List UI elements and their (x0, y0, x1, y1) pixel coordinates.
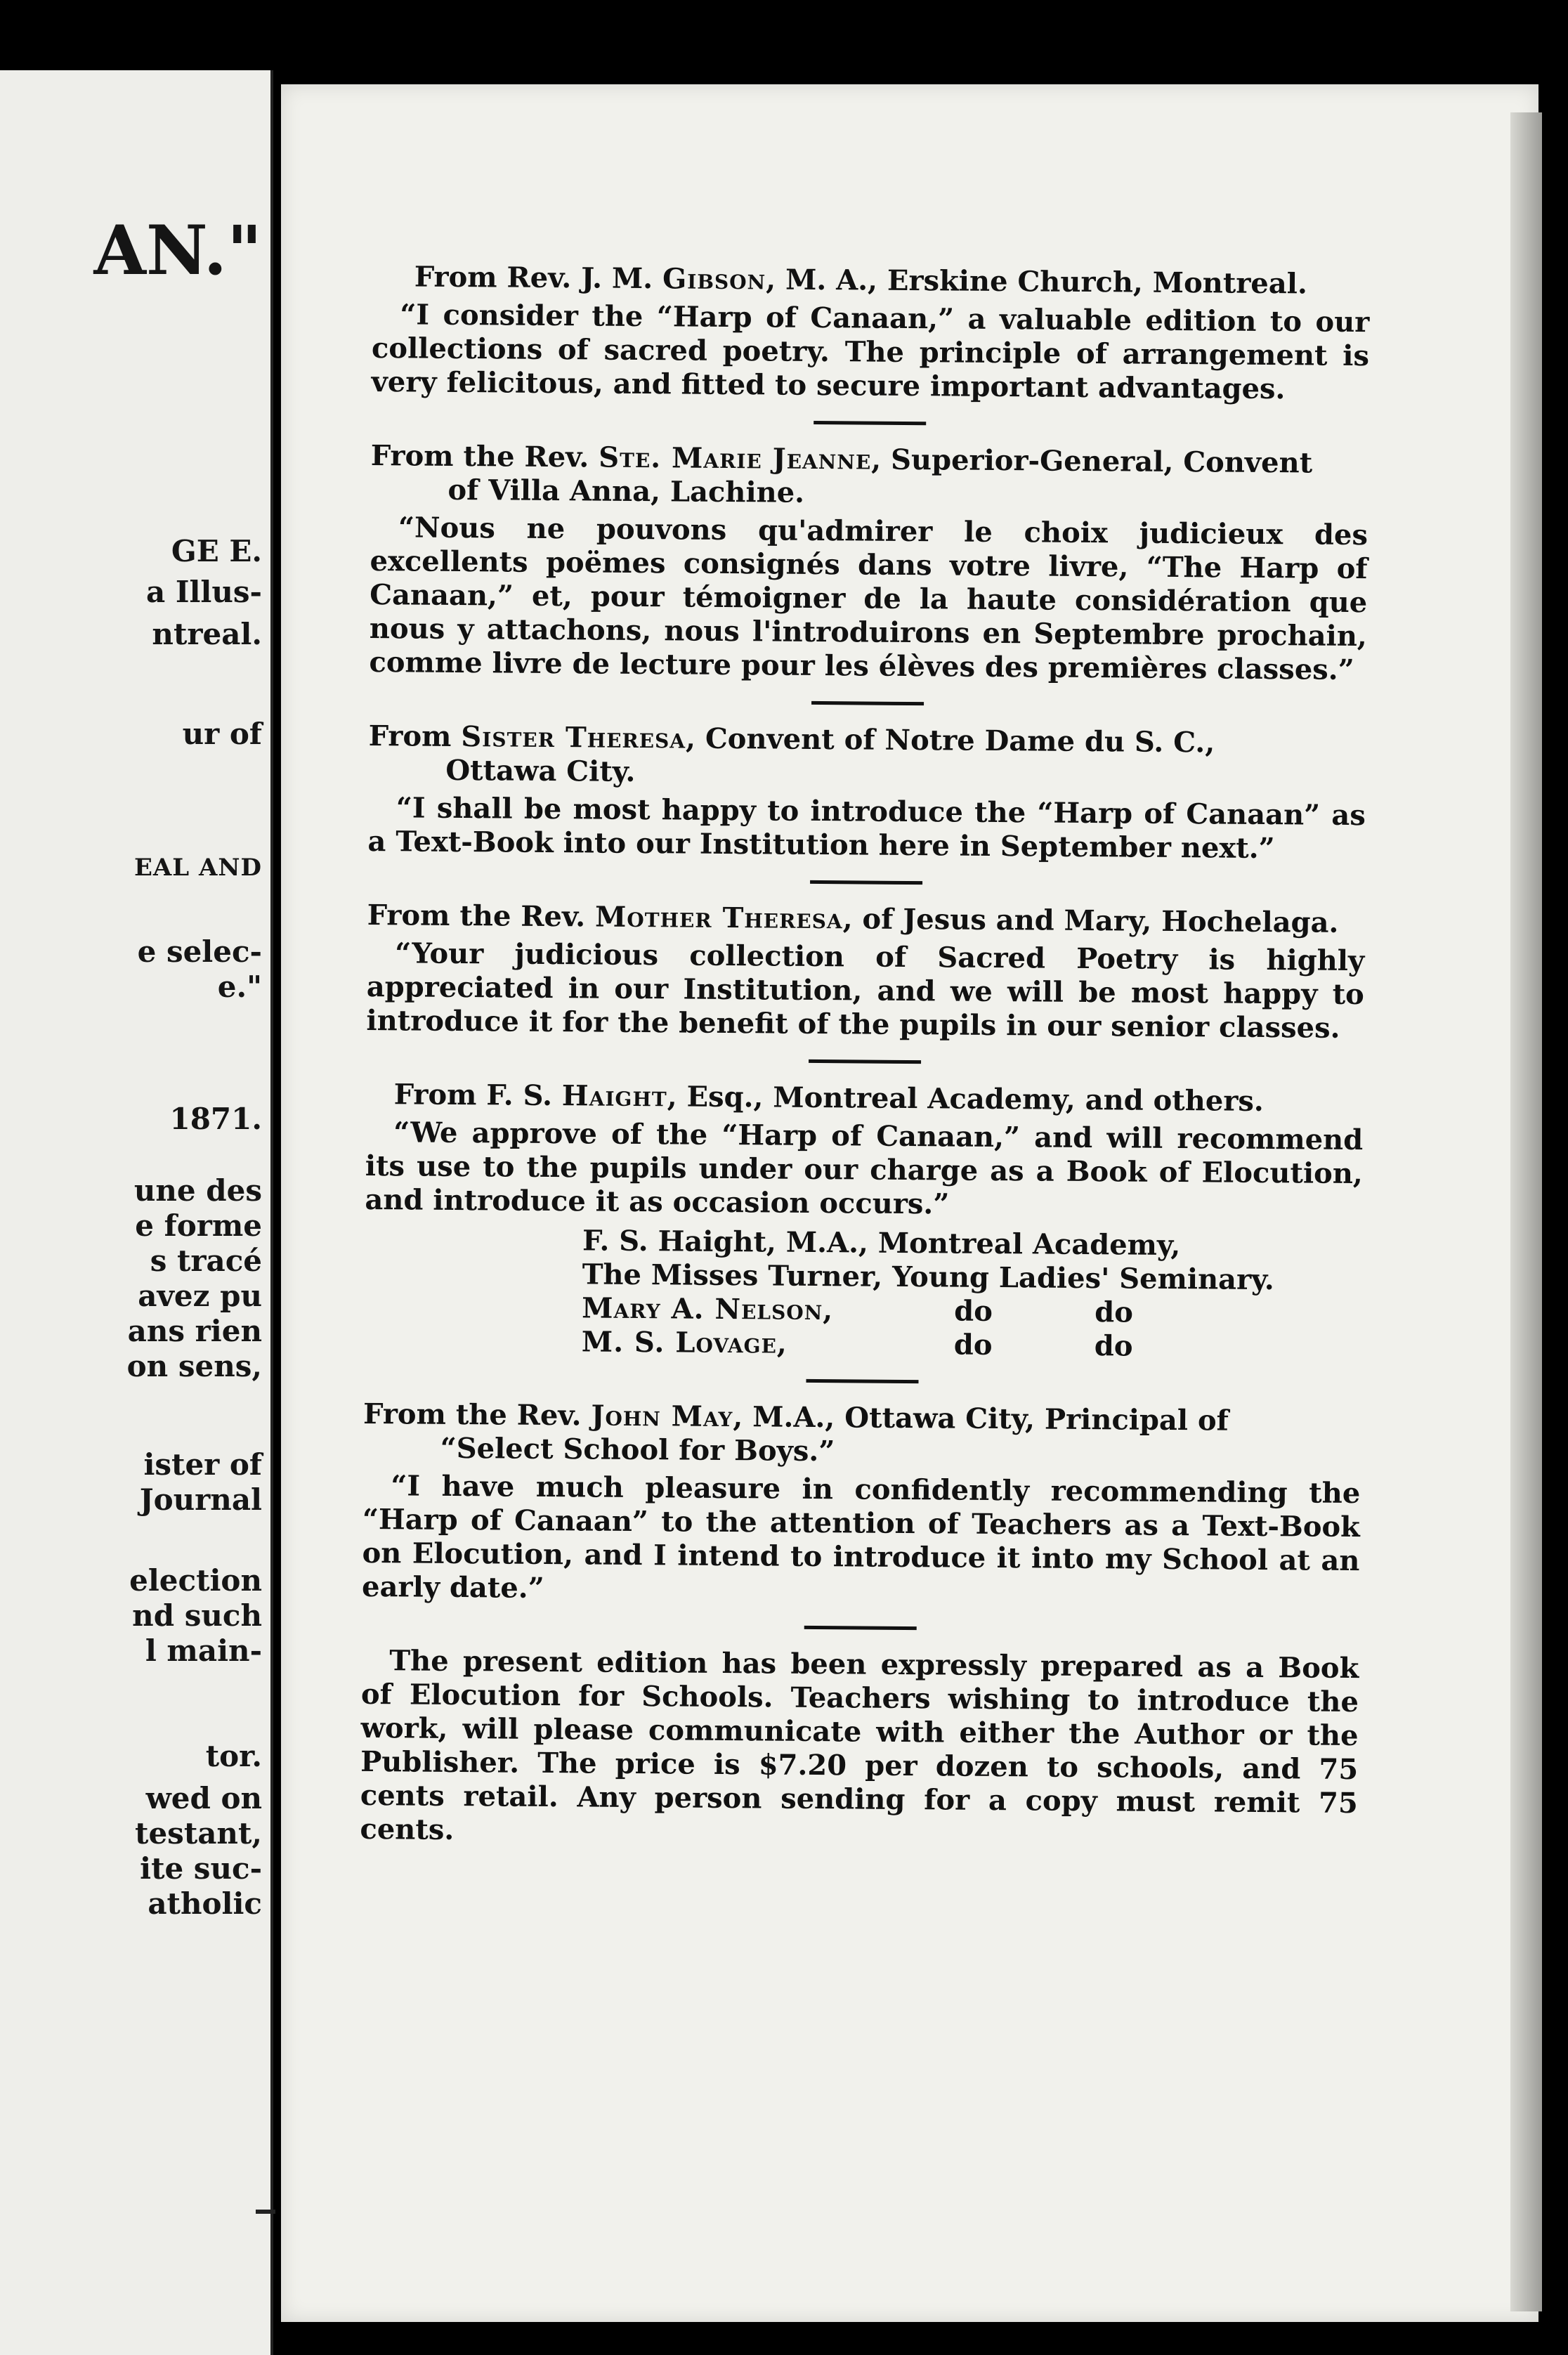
margin-mark (256, 2210, 275, 2214)
left-page-text-fragment: e selec- (137, 934, 262, 969)
left-page-text-fragment: ntreal. (152, 617, 262, 651)
signer: F. S. Haight, M.A., Montreal Academy, (582, 1224, 1181, 1263)
left-page-text-fragment: 1871. (169, 1102, 262, 1136)
left-page-text-fragment: EAL AND (134, 854, 262, 882)
page-edge (1510, 112, 1542, 2311)
testimonials (360, 260, 1370, 1854)
testimonial-gibson (371, 260, 1370, 407)
left-page-text-fragment: GE E. (171, 534, 262, 568)
testimonial-mother-theresa (366, 899, 1365, 1045)
left-page-text-fragment: ur of (182, 717, 262, 751)
signer: M. S. Lovage, do do (581, 1325, 1133, 1363)
testimonial-quote: “I have much pleasure in confidently recommending the “Harp of Canaan” to the attention of Teachers as a Text-Book on Elocution, and I intend to introduce it into my School at an early date.” (361, 1469, 1361, 1605)
testimonial-source: From the Rev. John May, M.A., Ottawa City, Principal of “Select School for Boys.” (362, 1397, 1229, 1468)
left-page-text-fragment: on sens, (126, 1349, 262, 1383)
signer: Mary A. Nelson, do do (582, 1291, 1134, 1329)
testimonial-quote: “Nous ne pouvons qu'admirer le choix judicieux des excellents poëmes consignés dans votre livre, “The Harp of Canaan,” et, pour témoigner de la haute considération que nous y attachons, nous l'introduirons en Septembre prochain, comme livre de lecture pour les élèves des premières classes.” (369, 511, 1368, 686)
left-page-text-fragment: e forme (135, 1208, 262, 1243)
left-page-text-fragment: election (129, 1563, 262, 1598)
left-page-text-fragment: AN." (93, 211, 262, 290)
left-page-text-fragment: Journal (139, 1482, 262, 1517)
left-page-text-fragment: testant, (135, 1816, 262, 1851)
left-page-text-fragment: l main- (145, 1633, 262, 1668)
divider-rule (806, 1379, 918, 1383)
left-page-text-fragment: wed on (145, 1781, 262, 1815)
testimonial-quote: “We approve of the “Harp of Canaan,” and will recommend its use to the pupils under our charge as a Book of Elocution, and introduce it as occasion occurs.” (365, 1116, 1364, 1221)
testimonial-marie-jeanne (369, 439, 1368, 687)
divider-rule (811, 701, 924, 705)
divider-rule (814, 421, 926, 425)
testimonial-source: From Sister Theresa, Convent of Notre Dame du S. C., Ottawa City. (368, 719, 1215, 788)
left-page-text-fragment: ister of (143, 1447, 262, 1482)
right-page (281, 84, 1538, 2322)
testimonial-quote: “I consider the “Harp of Canaan,” a valuable edition to our collections of sacred poetry. The principle of arrangement is very felicitous, and fitted to secure important advantages. (371, 298, 1370, 406)
left-page-text-fragment: s tracé (150, 1244, 262, 1278)
signatories (582, 1224, 1285, 1364)
left-page-text-fragment: ite suc- (140, 1851, 262, 1886)
signer: The Misses Turner, Young Ladies' Seminary. (582, 1258, 1274, 1297)
left-page-text-fragment: e." (217, 970, 262, 1004)
left-page-text-fragment: atholic (148, 1886, 262, 1921)
left-page-text-fragment: tor. (205, 1739, 262, 1773)
left-page-text-fragment: nd such (132, 1598, 262, 1633)
left-page-fragment (0, 70, 273, 2355)
testimonial-john-may (362, 1397, 1361, 1612)
testimonial-source: From the Rev. Mother Theresa, of Jesus and Mary, Hochelaga. (367, 898, 1339, 939)
divider-rule (809, 1059, 921, 1064)
edition-notice: The present edition has been expressly prepared as a Book of Elocution for Schools. Teachers wishing to introduce the work, will please communicate with either the Author or the Publisher. The price is $7.20 per dozen to schools, and 75 cents retail. Any person sending for a copy must remit 75 cents. (360, 1644, 1359, 1846)
divider-rule (804, 1626, 917, 1630)
testimonial-quote: “I shall be most happy to introduce the “Harp of Canaan” as a Text-Book into our Institution here in September next.” (367, 791, 1366, 866)
left-page-text-fragment: ans rien (127, 1314, 262, 1348)
left-page-text-fragment: a Illus- (145, 575, 262, 609)
testimonial-source: From Rev. J. M. Gibson, M. A., Erskine Church, Montreal. (414, 260, 1308, 301)
testimonial-source: From F. S. Haight, Esq., Montreal Academy, and others. (393, 1078, 1265, 1118)
testimonial-haight (364, 1078, 1364, 1365)
divider-rule (810, 880, 922, 885)
testimonial-sister-theresa (367, 719, 1366, 866)
left-page-text-fragment: une des (133, 1173, 262, 1208)
testimonial-source: From the Rev. Ste. Marie Jeanne, Superior-General, Convent of Villa Anna, Lachine. (370, 438, 1313, 509)
left-page-text-fragment: avez pu (138, 1279, 262, 1313)
testimonial-quote: “Your judicious collection of Sacred Poetry is highly appreciated in our Institution, and we will be most happy to introduce it for the benefit of the pupils in our senior classes. (366, 937, 1365, 1045)
